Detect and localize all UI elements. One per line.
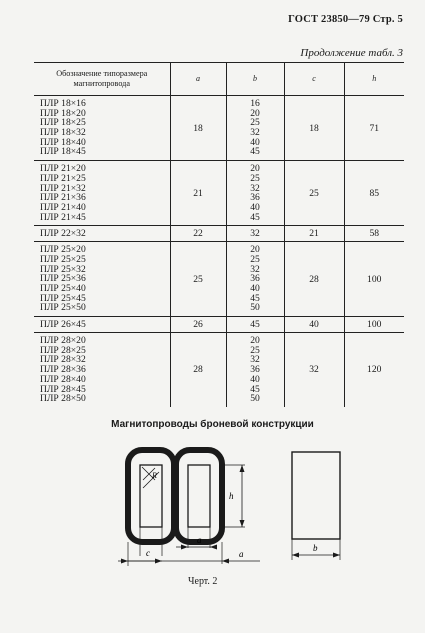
value-a-cell: 21: [170, 161, 226, 226]
value-a-cell: 25: [170, 242, 226, 317]
column-header-a: a: [170, 63, 226, 96]
designation-item: ПЛР 28×36: [40, 364, 86, 376]
value-b-item: 50: [250, 393, 260, 405]
value-c-cell: 40: [284, 317, 344, 333]
designation-item: ПЛР 18×45: [40, 146, 86, 158]
designation-item: ПЛР 28×45: [40, 383, 86, 395]
value-c-cell: 18: [284, 96, 344, 161]
page-header: ГОСТ 23850—79 Стр. 5: [288, 14, 403, 25]
column-header-designation: Обозначение типоразмера магнитопровода: [34, 63, 170, 96]
designation-cell: [34, 226, 170, 242]
value-c-cell: 21: [284, 226, 344, 242]
value-h-cell: 100: [344, 242, 404, 317]
value-b-item: 32: [250, 227, 260, 239]
designation-item: ПЛР 28×25: [40, 344, 86, 356]
designation-item: ПЛР 18×20: [40, 107, 86, 119]
value-b-item: 25: [250, 253, 260, 265]
value-b-cell: [226, 96, 284, 161]
table-row: [34, 96, 404, 161]
designation-cell: [34, 333, 170, 407]
value-b-cell: [226, 226, 284, 242]
label-c: c: [146, 548, 150, 558]
value-c-cell: 32: [284, 333, 344, 407]
value-b-item: 20: [250, 107, 260, 119]
value-b-item: 32: [250, 354, 260, 366]
value-a-cell: 22: [170, 226, 226, 242]
column-header-h: h: [344, 63, 404, 96]
designation-item: ПЛР 21×25: [40, 172, 86, 184]
value-b-item: 32: [250, 127, 260, 139]
designation-item: ПЛР 28×50: [40, 393, 86, 405]
value-b-item: 32: [250, 263, 260, 275]
designation-item: ПЛР 25×36: [40, 273, 86, 285]
value-b-item: 40: [250, 201, 260, 213]
value-b-item: 36: [250, 364, 260, 376]
value-a-cell: 28: [170, 333, 226, 407]
designation-item: ПЛР 28×20: [40, 335, 86, 347]
designation-item: ПЛР 18×40: [40, 136, 86, 148]
designation-item: ПЛР 21×20: [40, 163, 86, 175]
value-b-item: 40: [250, 283, 260, 294]
designation-item: ПЛР 26×45: [40, 318, 86, 330]
value-h-cell: 71: [344, 96, 404, 161]
designation-cell: [34, 317, 170, 333]
value-b-item: 45: [250, 211, 260, 223]
label-h: h: [229, 491, 234, 501]
figure-caption: Черт. 2: [188, 576, 218, 587]
value-b-item: 45: [250, 318, 260, 330]
value-b-item: 25: [250, 117, 260, 129]
table-row: [34, 333, 404, 407]
designation-item: ПЛР 21×36: [40, 192, 86, 204]
designation-item: ПЛР 28×32: [40, 354, 86, 366]
value-h-cell: 58: [344, 226, 404, 242]
designation-item: ПЛР 21×32: [40, 182, 86, 194]
designation-item: ПЛР 25×40: [40, 283, 86, 294]
value-b-cell: [226, 333, 284, 407]
designation-item: ПЛР 25×25: [40, 253, 86, 265]
designation-item: ПЛР 21×45: [40, 211, 86, 223]
designation-item: ПЛР 28×40: [40, 373, 86, 385]
designation-item: ПЛР 18×25: [40, 117, 86, 129]
table-header-row: [34, 63, 404, 96]
value-b-item: 50: [250, 302, 260, 314]
designation-item: ПЛР 18×16: [40, 98, 86, 109]
label-a-bottom: a: [239, 549, 244, 559]
value-a-cell: 26: [170, 317, 226, 333]
value-b-item: 45: [250, 292, 260, 304]
designation-cell: [34, 161, 170, 226]
value-b-item: 45: [250, 383, 260, 395]
value-h-cell: 100: [344, 317, 404, 333]
designation-item: ПЛР 18×32: [40, 127, 86, 139]
designation-item: ПЛР 25×50: [40, 302, 86, 314]
value-b-item: 45: [250, 146, 260, 158]
label-a-top: a: [197, 535, 202, 545]
value-a-cell: 18: [170, 96, 226, 161]
designation-cell: [34, 242, 170, 317]
value-b-item: 36: [250, 273, 260, 285]
designation-item: ПЛР 21×40: [40, 201, 86, 213]
designation-item: ПЛР 25×32: [40, 263, 86, 275]
table-row: [34, 161, 404, 226]
designation-item: ПЛР 22×32: [40, 227, 86, 239]
dimensions-table: [34, 62, 404, 407]
value-b-item: 20: [250, 163, 260, 175]
designation-item: ПЛР 25×20: [40, 244, 86, 256]
value-c-cell: 28: [284, 242, 344, 317]
column-header-c: c: [284, 63, 344, 96]
value-h-cell: 85: [344, 161, 404, 226]
label-R: R: [152, 471, 157, 480]
core-drawing: [0, 430, 425, 580]
value-b-item: 25: [250, 344, 260, 356]
table-continuation-label: Продолжение табл. 3: [300, 47, 403, 59]
value-b-item: 40: [250, 136, 260, 148]
value-b-item: 25: [250, 172, 260, 184]
value-b-cell: [226, 161, 284, 226]
designation-cell: [34, 96, 170, 161]
figure-title: Магнитопроводы броневой конструкции: [111, 419, 314, 430]
table-row: [34, 317, 404, 333]
table-row: [34, 242, 404, 317]
column-header-b: b: [226, 63, 284, 96]
value-b-item: 20: [250, 244, 260, 256]
designation-item: ПЛР 25×45: [40, 292, 86, 304]
value-c-cell: 25: [284, 161, 344, 226]
value-b-item: 32: [250, 182, 260, 194]
label-b: b: [313, 543, 318, 553]
value-b-item: 36: [250, 192, 260, 204]
table-row: [34, 226, 404, 242]
value-b-item: 20: [250, 335, 260, 347]
value-b-cell: [226, 242, 284, 317]
value-b-item: 40: [250, 373, 260, 385]
value-b-item: 16: [250, 98, 260, 109]
value-b-cell: [226, 317, 284, 333]
value-h-cell: 120: [344, 333, 404, 407]
